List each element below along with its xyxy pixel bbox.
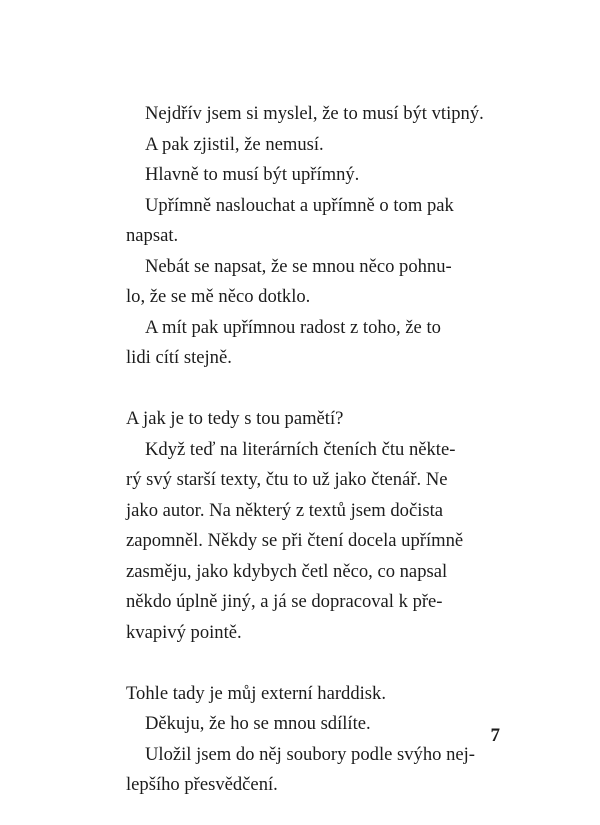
paragraph — [126, 404, 502, 435]
paragraph — [126, 435, 502, 649]
text-line: Hlavně to musí být upřímný. — [145, 164, 360, 185]
text-line: A jak je to tedy s tou pamětí? — [126, 408, 344, 429]
text-line: Tohle tady je můj externí harddisk. — [126, 682, 386, 704]
text-line: Když teď na literárních čteních čtu někte- — [145, 438, 456, 460]
text-line: kvapivý pointě. — [126, 621, 242, 643]
text-line: napsat. — [126, 225, 179, 246]
text-line: zasměju, jako kdybych četl něco, co napsal — [126, 560, 448, 582]
paragraph — [126, 313, 502, 374]
text-line: někdo úplně jiný, a já se dopracoval k pře- — [126, 591, 443, 612]
paragraph — [126, 709, 502, 740]
section-gap — [126, 648, 502, 679]
paragraph — [126, 679, 502, 710]
text-line: A pak zjistil, že nemusí. — [145, 133, 324, 155]
text-line: Upřímně naslouchat a upřímně o tom pak — [145, 194, 454, 216]
paragraph — [126, 252, 502, 313]
paragraph — [126, 191, 502, 252]
text-line: Uložil jsem do něj soubory podle svýho nej- — [145, 743, 475, 765]
text-line: lepšího přesvědčení. — [126, 774, 278, 795]
body-text — [126, 99, 502, 801]
paragraph — [126, 740, 502, 801]
text-section — [126, 404, 502, 648]
text-line: lo, že se mě něco dotklo. — [126, 286, 311, 307]
section-gap — [126, 374, 502, 405]
text-line: lidi cítí stejně. — [126, 347, 232, 368]
text-line: Nebát se napsat, že se mnou něco pohnu- — [145, 255, 452, 277]
text-line: rý svý starší texty, čtu to už jako čtenář. Ne — [126, 469, 448, 490]
text-line: zapomněl. Někdy se při čtení docela upřímně — [126, 530, 464, 551]
paragraph — [126, 160, 502, 191]
page-number: 7 — [490, 725, 500, 746]
text-line: Děkuju, že ho se mnou sdílíte. — [145, 713, 371, 734]
paragraph — [126, 99, 502, 130]
paragraph — [126, 130, 502, 161]
text-section — [126, 99, 502, 374]
text-line: Nejdřív jsem si myslel, že to musí být vtipný. — [145, 103, 484, 124]
text-line: jako autor. Na některý z textů jsem dočista — [126, 499, 444, 521]
text-line: A mít pak upřímnou radost z toho, že to — [145, 316, 441, 338]
text-section — [126, 679, 502, 801]
